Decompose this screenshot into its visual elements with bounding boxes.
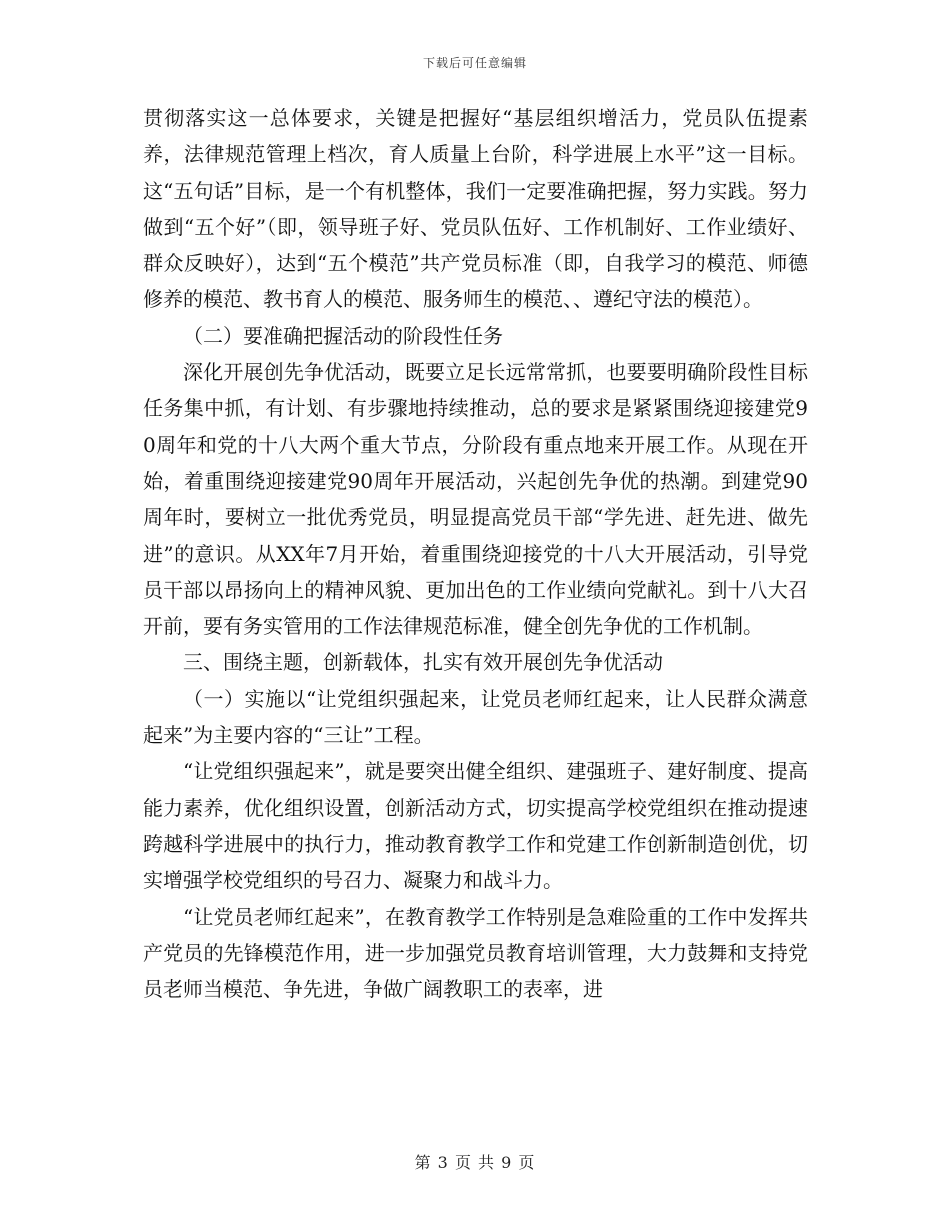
paragraph-3: 深化开展创先争优活动，既要立足长远常常抓，也要要明确阶段性目标任务集中抓，有计划、有步骤地持续推动，总的要求是紧紧围绕迎接建党90周年和党的十八大两个重大节点，分阶段有重点地来开展工作。从现在开始，着重围绕迎接建党90周年开展活动，兴起创先争优的热潮。到建党90周年时，要树立一批优秀党员，明显提高党员干部“学先进、赶先进、做先进”的意识。从XX年7月开始，着重围绕迎接党的十八大开展活动，引导党员干部以昂扬向上的精神风貌、更加出色的工作业绩向党献礼。到十八大召开前，要有务实管用的工作法律规范标准，健全创先争优的工作机制。 xyxy=(143,360,808,639)
page-header-note: 下载后可任意编辑 xyxy=(422,56,527,70)
page-number-footer: 第 3 页 共 9 页 xyxy=(414,1153,536,1172)
paragraph-7: “让党员老师红起来”，在教育教学工作特别是急难险重的工作中发挥共产党员的先锋模范作用，进一步加强党员教育培训管理，大力鼓舞和支持党员老师当模范、争先进，争做广阔教职工的表率，进 xyxy=(143,904,808,1002)
section-heading-three: 三、围绕主题，创新载体，扎实有效开展创先争优活动 xyxy=(183,650,663,675)
paragraph-5: （一）实施以“让党组织强起来，让党员老师红起来，让人民群众满意起来”为主要内容的“三让”工程。 xyxy=(143,686,808,748)
paragraph-1: 贯彻落实这一总体要求，关键是把握好“基层组织增活力，党员队伍提素养，法律规范管理上档次，育人质量上台阶，科学进展上水平”这一目标。这“五句话”目标，是一个有机整体，我们一定要准确把握，努力实践。努力做到“五个好”（即，领导班子好、党员队伍好、工作机制好、工作业绩好、群众反映好），达到“五个模范”共产党员标准（即，自我学习的模范、师德修养的模范、教书育人的模范、服务师生的模范、、遵纪守法的模范）。 xyxy=(143,106,808,312)
section-heading-stage-tasks: （二）要准确把握活动的阶段性任务 xyxy=(183,323,503,348)
document-body xyxy=(143,100,808,1007)
paragraph-6: “让党组织强起来”，就是要突出健全组织、建强班子、建好制度、提高能力素养，优化组织设置，创新活动方式，切实提高学校党组织在推动提速跨越科学进展中的执行力，推动教育教学工作和党建工作创新制造创优，切实增强学校党组织的号召力、凝聚力和战斗力。 xyxy=(143,759,808,893)
